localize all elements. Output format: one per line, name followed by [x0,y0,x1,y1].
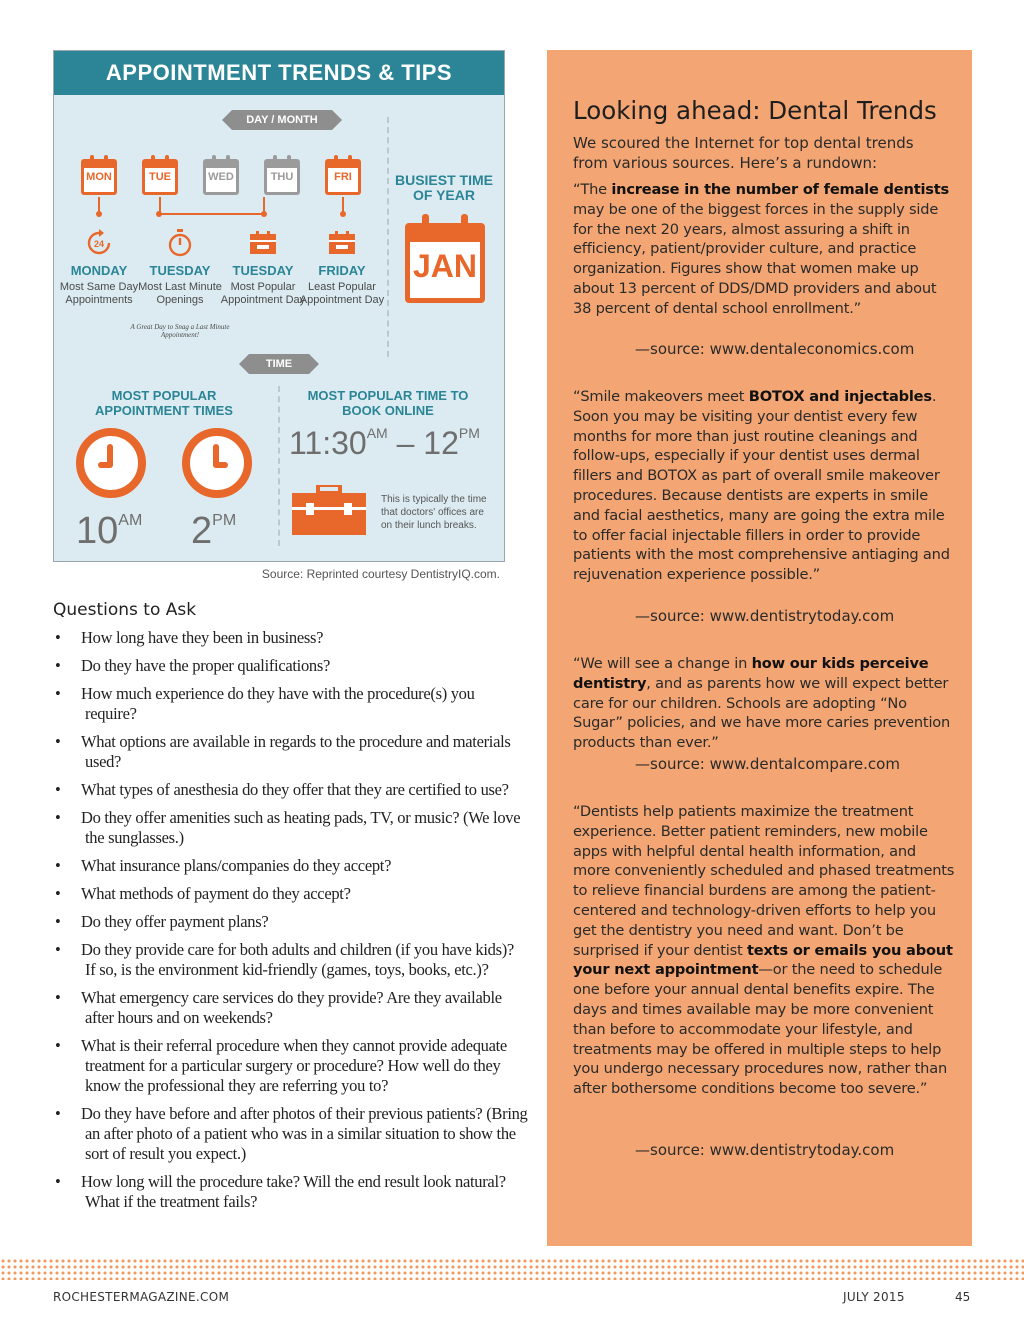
time-start: 11:30 [289,425,367,461]
popular-time-10am [76,511,142,551]
trend-quote [573,654,957,753]
quote-source: —source: www.dentistrytoday.com [635,607,895,625]
quote-text: may be one of the biggest forces in the supply side for the next 20 years, almost assuring a shift in efficiency, patient/provider culture, and practice organization. Figures show that women make up about 13 percent of DDS/DMD providers and about 38 percent of dental school enrollment.” [573,200,939,317]
24-hour-clock-icon [85,229,113,257]
calendar-fri-icon [325,159,361,195]
bullet: • [55,940,61,959]
calendar-jan-icon [405,223,485,303]
time-hour: 2 [191,510,213,552]
dotted-divider [0,1258,1024,1280]
quote-text: “We will see a change in [573,655,752,672]
day-description: Most Popular Appointment Day [220,281,306,306]
bullet: • [55,1172,61,1191]
time-suffix: PM [212,512,237,529]
question-item [53,684,528,724]
question-item [53,1172,528,1212]
question-item [53,912,528,932]
briefcase-icon [292,485,366,535]
footer-site: ROCHESTERMAGAZINE.COM [53,1290,230,1304]
bullet: • [55,1104,61,1123]
clock-2pm-icon [182,428,252,498]
weekday-label: THU [270,171,294,183]
bullet: • [55,780,61,799]
question-text: How long have they been in business? [81,628,324,647]
bullet: • [55,732,61,751]
calendar-wed-icon [203,159,239,195]
dashed-divider [387,117,389,357]
day-note: A Great Day to Snag a Last Minute Appointment! [130,323,230,339]
connector-dot [156,211,162,217]
quote-text: —or the need to schedule one before your annual dental benefits expire. The days and times available may be more convenient than before to accommodate your lifestyle, and treatments may be offered in multiple steps to help you undergo necessary procedures now, rather than after bothersome conditions become too severe.” [573,961,947,1098]
day-month-label: DAY / MONTH [232,110,332,130]
clock-10am-icon [76,428,146,498]
day-description: Least Popular Appointment Day [299,281,385,306]
quote-text: “Dentists help patients maximize the treatment experience. Better patient reminders, new mobile apps with helpful dental health information, and more conveniently scheduled and phased treatments to relieve financial burdens are among the patient-centered and technology-driven efforts to help you get the dentistry you need and want. Don’t be surprised if your dentist [573,803,955,959]
popular-time-2pm [191,511,236,551]
day-name: TUESDAY [149,263,211,278]
calendar-thu-icon [264,159,300,195]
time-separator: – [387,425,424,461]
box-icon [328,231,356,255]
online-booking-time [289,425,494,461]
question-item [53,1104,528,1164]
questions-title: Questions to Ask [53,600,197,620]
connector-dot [96,211,102,217]
time-suffix: PM [458,425,480,441]
clock-24-text: 24 [93,239,105,249]
question-item [53,628,528,648]
trend-quote [573,180,957,319]
quote-text: , and as parents how we will expect better care for our children. Schools are adopting “No Sugar” policies, and we have more caries prevention products than ever.” [573,674,951,752]
briefcase-note: This is typically the time that doctors' offices are on their lunch breaks. [381,494,487,531]
page-number: 45 [955,1290,971,1304]
trend-quote [573,802,957,1099]
question-text: Do they provide care for both adults and children (if you have kids)? If so, is the environment kid-friendly (games, toys, books, etc.)? [81,940,514,979]
bullet: • [55,884,61,903]
footer-date: JULY 2015 [843,1290,905,1304]
weekday-label: MON [86,171,112,183]
quote-highlight: BOTOX and injectables [748,388,932,405]
calendar-box-icon [249,231,277,255]
quote-source: —source: www.dentalcompare.com [635,755,900,773]
question-text: What methods of payment do they accept? [81,884,351,903]
busiest-time-title: BUSIEST TIME OF YEAR [394,172,493,203]
time-suffix: AM [366,425,388,441]
bullet: • [55,808,61,827]
question-text: Do they offer amenities such as heating pads, TV, or music? (We love the sunglasses.) [81,808,521,847]
bullet: • [55,1036,61,1055]
bullet: • [55,628,61,647]
question-text: What is their referral procedure when they cannot provide adequate treatment for a particular surgery or procedure? How well do they know the professional they are referring you to? [81,1036,507,1095]
question-text: How long will the procedure take? Will the end result look natural? What if the treatment fails? [81,1172,506,1211]
question-item [53,808,528,848]
connector-dot [261,211,267,217]
question-item [53,988,528,1028]
weekday-label: FRI [334,171,352,183]
dental-trends-sidebar [547,50,972,1246]
quote-highlight: how our kids perceive dentistry [573,655,929,692]
quote-source: —source: www.dentaleconomics.com [635,340,915,358]
bullet: • [55,856,61,875]
online-booking-title: MOST POPULAR TIME TO BOOK ONLINE [307,388,469,418]
day-name: MONDAY [70,263,128,278]
day-name: FRIDAY [318,263,366,278]
question-item [53,856,528,876]
time-end: 12 [423,425,459,461]
day-description: Most Last Minute Openings [138,281,222,306]
quote-text: “The [573,181,612,198]
bullet: • [55,656,61,675]
question-item [53,1036,528,1096]
quote-highlight: increase in the number of female dentists [611,181,950,198]
question-text: Do they have the proper qualifications? [81,656,330,675]
day-description: Most Same Day Appointments [59,281,139,306]
question-item [53,732,528,772]
weekday-label: TUE [149,171,171,183]
question-text: Do they offer payment plans? [81,912,269,931]
infographic-title: APPOINTMENT TRENDS & TIPS [54,51,504,95]
time-hour: 10 [76,510,119,552]
connector-dot [340,211,346,217]
question-text: Do they have before and after photos of their previous patients? (Bring an after photo of a patient who was in a similar situation to show the sort of result you expect.) [81,1104,528,1163]
popular-times-title: MOST POPULAR APPOINTMENT TIMES [95,388,233,418]
question-text: What insurance plans/companies do they accept? [81,856,392,875]
quote-source: —source: www.dentistrytoday.com [635,1141,895,1159]
question-text: What emergency care services do they provide? Are they available after hours and on weekends? [81,988,502,1027]
dashed-divider [278,386,280,546]
quote-highlight: texts or emails you about your next appointment [573,941,953,979]
quote-text: “Smile makeovers meet [573,388,749,405]
question-item [53,884,528,904]
question-text: What types of anesthesia do they offer that they are certified to use? [81,780,509,799]
question-item [53,656,528,676]
connector-line [159,213,265,215]
infographic-source: Source: Reprinted courtesy DentistryIQ.com. [261,567,500,581]
bullet: • [55,988,61,1007]
bullet: • [55,684,61,703]
calendar-tue-icon [142,159,178,195]
question-item [53,940,528,980]
trend-quote [573,387,957,585]
day-name: TUESDAY [232,263,294,278]
appointment-infographic [53,50,505,562]
stopwatch-icon [167,229,193,257]
calendar-mon-icon [81,159,117,195]
busiest-month: JAN [412,248,477,284]
time-label: TIME [249,354,309,374]
question-item [53,780,528,800]
quote-text: . Soon you may be visiting your dentist every few months for more than just routine cleanings and follow-ups, especially if your dentist uses dermal fillers and BOTOX as part of overall smile makeover procedures. Because dentists are experts in smile and facial aesthetics, many are going the extra mile to offer facial injectable fillers in order to provide patients with the most comprehensive antiaging and rejuvenation experience possible.” [573,388,950,584]
time-suffix: AM [118,512,143,529]
sidebar-title: Looking ahead: Dental Trends [573,96,937,125]
question-text: How much experience do they have with the procedure(s) you require? [81,684,475,723]
questions-list [53,628,528,1220]
weekday-label: WED [208,171,234,183]
bullet: • [55,912,61,931]
sidebar-intro: We scoured the Internet for top dental trends from various sources. Here’s a rundown: [573,134,914,172]
question-text: What options are available in regards to the procedure and materials used? [81,732,511,771]
